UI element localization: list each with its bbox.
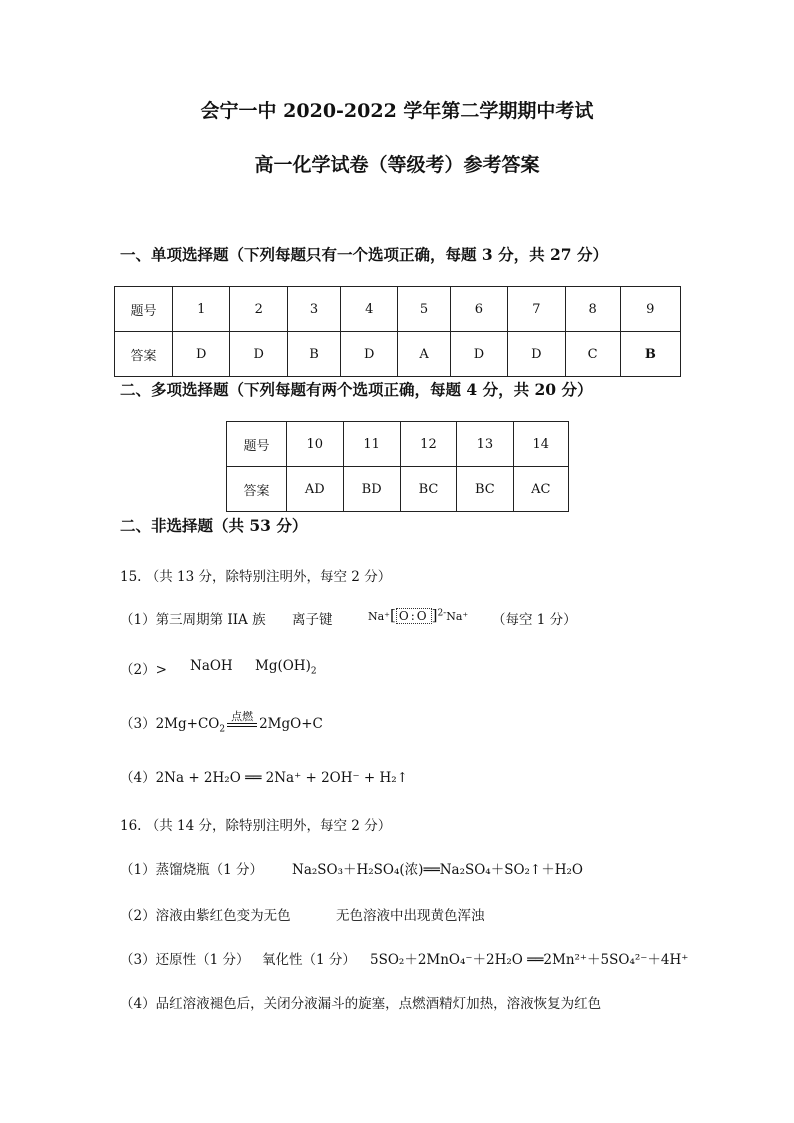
number-row	[115, 287, 681, 332]
q15-part3-label: （3）	[120, 716, 156, 732]
page-title: 会宁一中 2020-2022 学年第二学期期中考试	[200, 100, 594, 122]
q16-part1-equation: Na₂SO₃＋H₂SO₄(浓)══Na₂SO₄＋SO₂↑＋H₂O	[292, 862, 583, 878]
question-number: 13	[457, 422, 513, 467]
peroxide-ion: O:O	[396, 608, 432, 624]
answer-cell: BC	[400, 467, 456, 512]
q16-part4: （4）品红溶液褪色后，关闭分液漏斗的旋塞，点燃酒精灯加热，溶液恢复为红色	[120, 996, 602, 1012]
sodium-ion: Na⁺	[368, 610, 390, 623]
question-number: 11	[343, 422, 400, 467]
reaction-arrow	[227, 709, 257, 727]
answer-cell: D	[341, 332, 398, 377]
question-number: 4	[341, 287, 398, 332]
section3-heading: 二、非选择题（共 53 分）	[120, 516, 308, 535]
peroxide-charge: 2-	[437, 608, 447, 619]
q15-part2-b: $Mg(OH)_2$	[255, 658, 317, 677]
sodium-ion: Na⁺	[446, 610, 469, 623]
q16-part3-b: 氧化性（1 分）	[262, 952, 356, 968]
question-number: 3	[287, 287, 340, 332]
question-number: 12	[400, 422, 456, 467]
number-row	[227, 422, 569, 467]
q16-part2-b: 无色溶液中出现黄色浑浊	[336, 908, 485, 924]
q15-part4: （4）2Na + 2H₂O ══ 2Na⁺ + 2OH⁻ + H₂↑	[120, 770, 409, 786]
question-number: 2	[230, 287, 287, 332]
question-number: 8	[565, 287, 620, 332]
q15-part3: $(3)2Mg+CO_2$ 点燃 2MgO+C	[120, 709, 323, 735]
question-number: 1	[173, 287, 230, 332]
answer-cell: A	[398, 332, 450, 377]
answer-row	[227, 467, 569, 512]
section2-heading: 二、多项选择题（下列每题有两个选项正确，每题 4 分，共 20 分）	[120, 380, 593, 399]
q15-part1-note: （每空 1 分）	[492, 612, 577, 628]
answer-cell: AC	[513, 467, 568, 512]
row-label: 题号	[115, 287, 173, 332]
answer-cell: BD	[343, 467, 400, 512]
section1-heading: 一、单项选择题（下列每题只有一个选项正确，每题 3 分，共 27 分）	[120, 245, 608, 264]
answer-cell: D	[508, 332, 565, 377]
question-number: 10	[287, 422, 344, 467]
section2-answer-table	[226, 421, 569, 512]
row-label: 答案	[227, 467, 287, 512]
q16-part3-a: （3）还原性（1 分）	[120, 952, 250, 968]
answer-cell: D	[230, 332, 287, 377]
page-subtitle: 高一化学试卷（等级考）参考答案	[254, 154, 540, 176]
q16-part3-equation: 5SO₂＋2MnO₄⁻＋2H₂O ══2Mn²⁺＋5SO₄²⁻＋4H⁺	[370, 952, 689, 968]
row-label: 答案	[115, 332, 173, 377]
answer-cell: B	[287, 332, 340, 377]
question-number: 5	[398, 287, 450, 332]
q15-part2-label: （2）>	[120, 662, 167, 678]
q15-part1-bond: 离子键	[292, 612, 333, 628]
answer-cell: D	[173, 332, 230, 377]
question-number: 9	[620, 287, 680, 332]
answer-cell: C	[565, 332, 620, 377]
question-number: 6	[450, 287, 507, 332]
question-number: 14	[513, 422, 568, 467]
q16-intro: 16. （共 14 分，除特别注明外，每空 2 分）	[120, 818, 392, 834]
question-number: 7	[508, 287, 565, 332]
reaction-condition: 点燃	[231, 709, 254, 723]
answer-row	[115, 332, 681, 377]
electron-formula: Na⁺[ O:O ]$^{2-}$Na⁺	[368, 606, 469, 624]
q16-part1-label: （1）蒸馏烧瓶（1 分）	[120, 862, 263, 878]
answer-cell: D	[450, 332, 507, 377]
row-label: 题号	[227, 422, 287, 467]
answer-cell: BC	[457, 467, 513, 512]
q15-part2-a: NaOH	[190, 658, 233, 674]
answer-cell: AD	[287, 467, 344, 512]
section1-answer-table	[114, 286, 681, 377]
answer-cell: B	[620, 332, 680, 377]
q15-intro: 15. （共 13 分，除特别注明外，每空 2 分）	[120, 569, 392, 585]
q15-part1-label: （1）第三周期第 IIA 族	[120, 612, 266, 628]
q16-part2-a: （2）溶液由紫红色变为无色	[120, 908, 291, 924]
